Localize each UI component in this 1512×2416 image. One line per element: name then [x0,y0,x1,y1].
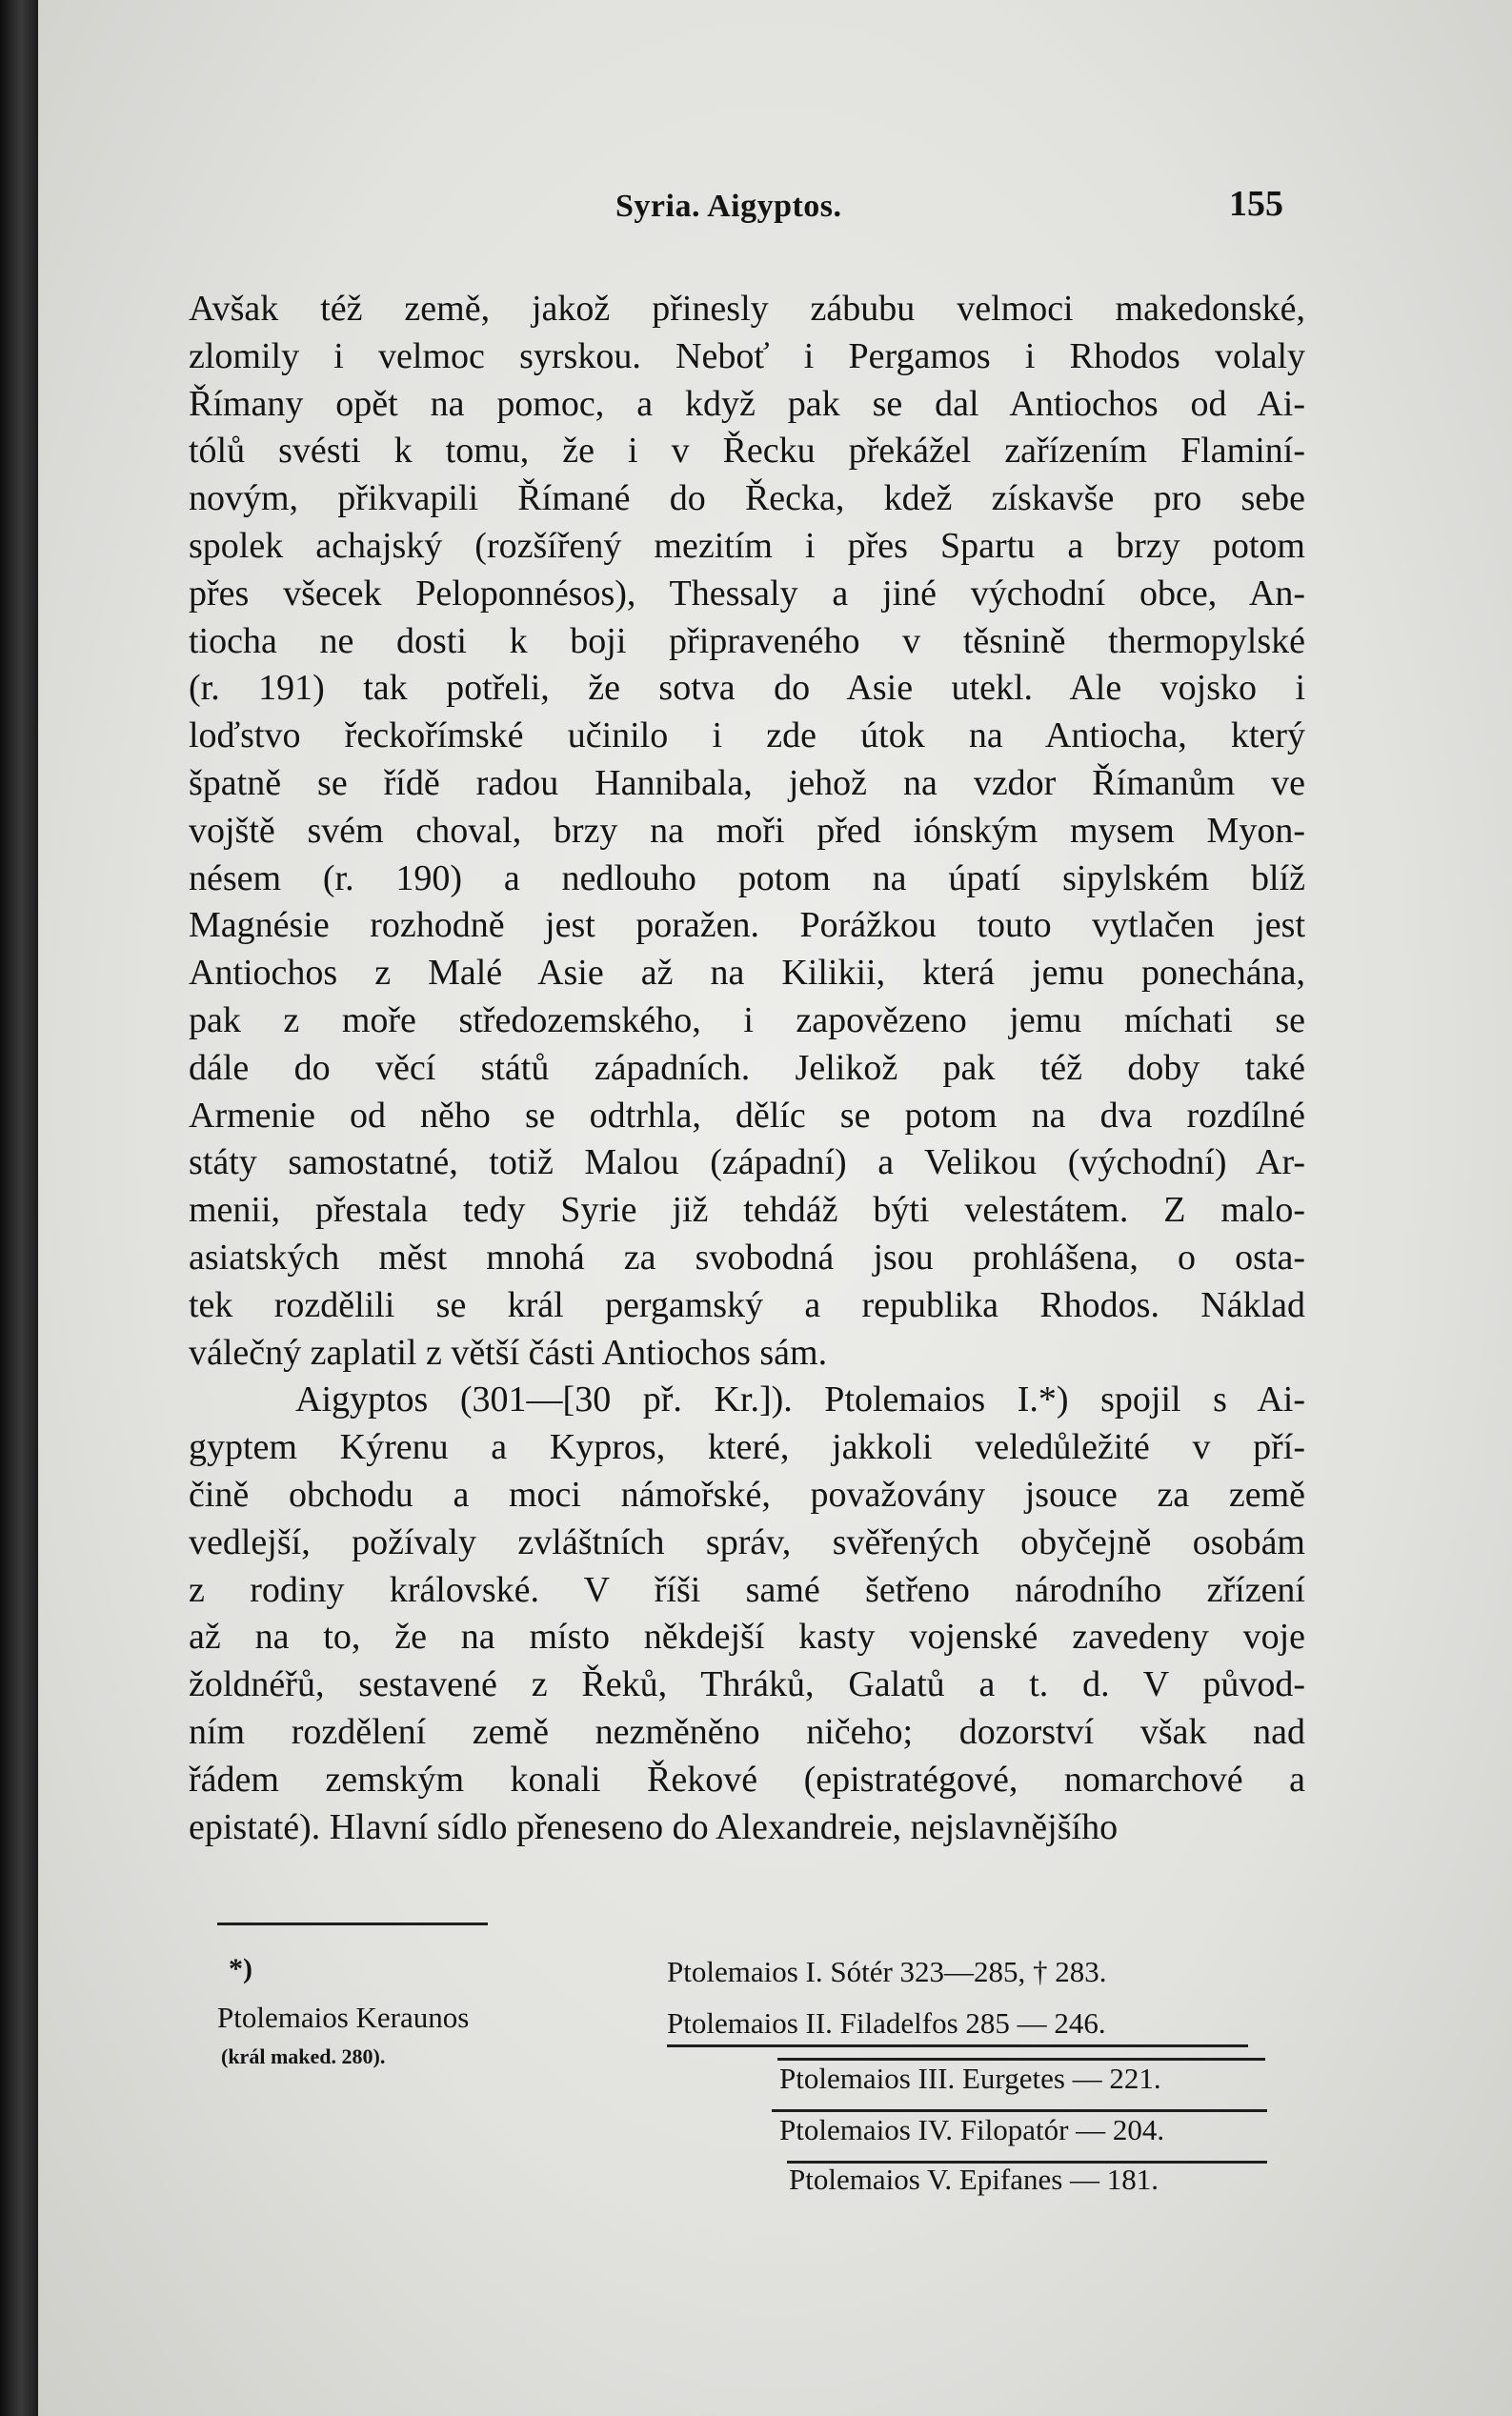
text-line: zlomily i velmoc syrskou. Neboť i Pergamos i Rhodos volaly [189,335,1305,376]
text-line: čině obchodu a moci námořské, považovány jsouce za země [189,1474,1305,1515]
text-line: tólů svésti k tomu, že i v Řecku překážel zařízením Flaminí- [189,431,1305,472]
text-line: ním rozdělení země nezměněno ničeho; dozorství však nad [189,1711,1305,1752]
page-header [0,183,1512,240]
page-number: 155 [1229,184,1283,224]
text-line: pak z moře středozemského, i zapovězeno jemu míchati se [189,999,1305,1040]
book-spine-edge [0,0,38,2416]
footnote-keraunos: Ptolemaios Keraunos [217,2001,470,2034]
footnote-lineage-entry: Ptolemaios I. Sótér 323—285, † 283. [667,1955,1107,1988]
footnote-keraunos-note: (král maked. 280). [221,2044,386,2068]
main-text [189,286,1305,1851]
text-line: přes všecek Peloponnésos), Thessaly a jiné východní obce, An- [189,573,1305,614]
running-head: Syria. Aigyptos. [615,189,842,224]
footnote-lineage-entry: Ptolemaios V. Epifanes — 181. [789,2163,1159,2196]
text-line: spolek achajský (rozšířený mezitím i přes Spartu a brzy potom [189,525,1305,566]
footnote-separator [217,1923,488,1925]
text-line: vedlejší, požívaly zvláštních správ, svěřených obyčejně osobám [189,1521,1305,1562]
lineage-rule [777,2058,1265,2061]
text-line: Avšak též země, jakož přinesly zábubu velmoci makedonské, [189,289,1305,329]
text-line: loďstvo řeckořímské učinilo i zde útok na Antiocha, který [189,715,1305,756]
lineage-rule [772,2109,1267,2112]
text-line: Armenie od něho se odtrhla, dělíc se potom na dva rozdílné [189,1095,1305,1136]
text-line: Magnésie rozhodně jest poražen. Porážkou touto vytlačen jest [189,905,1305,946]
text-line: až na to, že na místo někdejší kasty vojenské zavedeny voje [189,1617,1305,1658]
text-line: žoldnéřů, sestavené z Řeků, Thráků, Galatů a t. d. V původ- [189,1664,1305,1705]
text-line: epistaté). Hlavní sídlo přeneseno do Alexandreie, nejslavnějšího [189,1806,1119,1847]
text-line: dále do věcí států západních. Jelikož pak též doby také [189,1047,1305,1088]
text-line: tek rozdělili se král pergamský a republika Rhodos. Náklad [189,1284,1305,1325]
footnote-lineage-entry: Ptolemaios III. Eurgetes — 221. [779,2062,1161,2095]
text-line: špatně se řídě radou Hannibala, jehož na vzdor Římanům ve [189,762,1305,803]
text-line: řádem zemským konali Řekové (epistratégové, nomarchové a [189,1759,1305,1800]
text-line: novým, přikvapili Římané do Řecka, kdež získavše pro sebe [189,478,1305,519]
text-line: státy samostatné, totiž Malou (západní) a Velikou (východní) Ar- [189,1142,1305,1183]
text-line: Aigyptos (301—[30 př. Kr.]). Ptolemaios I.*) spojil s Ai- [295,1379,1305,1420]
text-line: (r. 191) tak potřeli, že sotva do Asie utekl. Ale vojsko i [189,668,1305,709]
text-line: nésem (r. 190) a nedlouho potom na úpatí sipylském blíž [189,857,1305,898]
footnote-lineage-entry: Ptolemaios IV. Filopatór — 204. [779,2113,1165,2146]
text-line: vojště svém choval, brzy na moři před iónským mysem Myon- [189,810,1305,851]
text-line: Antiochos z Malé Asie až na Kilikii, která jemu ponechána, [189,953,1305,994]
text-line: válečný zaplatil z větší části Antiochos sám. [189,1332,828,1373]
footnote-lineage-entry: Ptolemaios II. Filadelfos 285 — 246. [667,2006,1106,2040]
text-line: gyptem Kýrenu a Kypros, které, jakkoli veledůležité v pří- [189,1427,1305,1468]
footnote-marker: *) [229,1953,252,1984]
text-line: menii, přestala tedy Syrie již tehdáž býti velestátem. Z malo- [189,1190,1305,1231]
lineage-rule [667,2044,1248,2047]
text-line: z rodiny královské. V říši samé šetřeno národního zřízení [189,1569,1305,1610]
text-line: asiatských měst mnohá za svobodná jsou prohlášena, o osta- [189,1237,1305,1278]
text-line: tiocha ne dosti k boji připraveného v těsnině thermopylské [189,620,1305,661]
text-line: Římany opět na pomoc, a když pak se dal Antiochos od Ai- [189,383,1305,424]
